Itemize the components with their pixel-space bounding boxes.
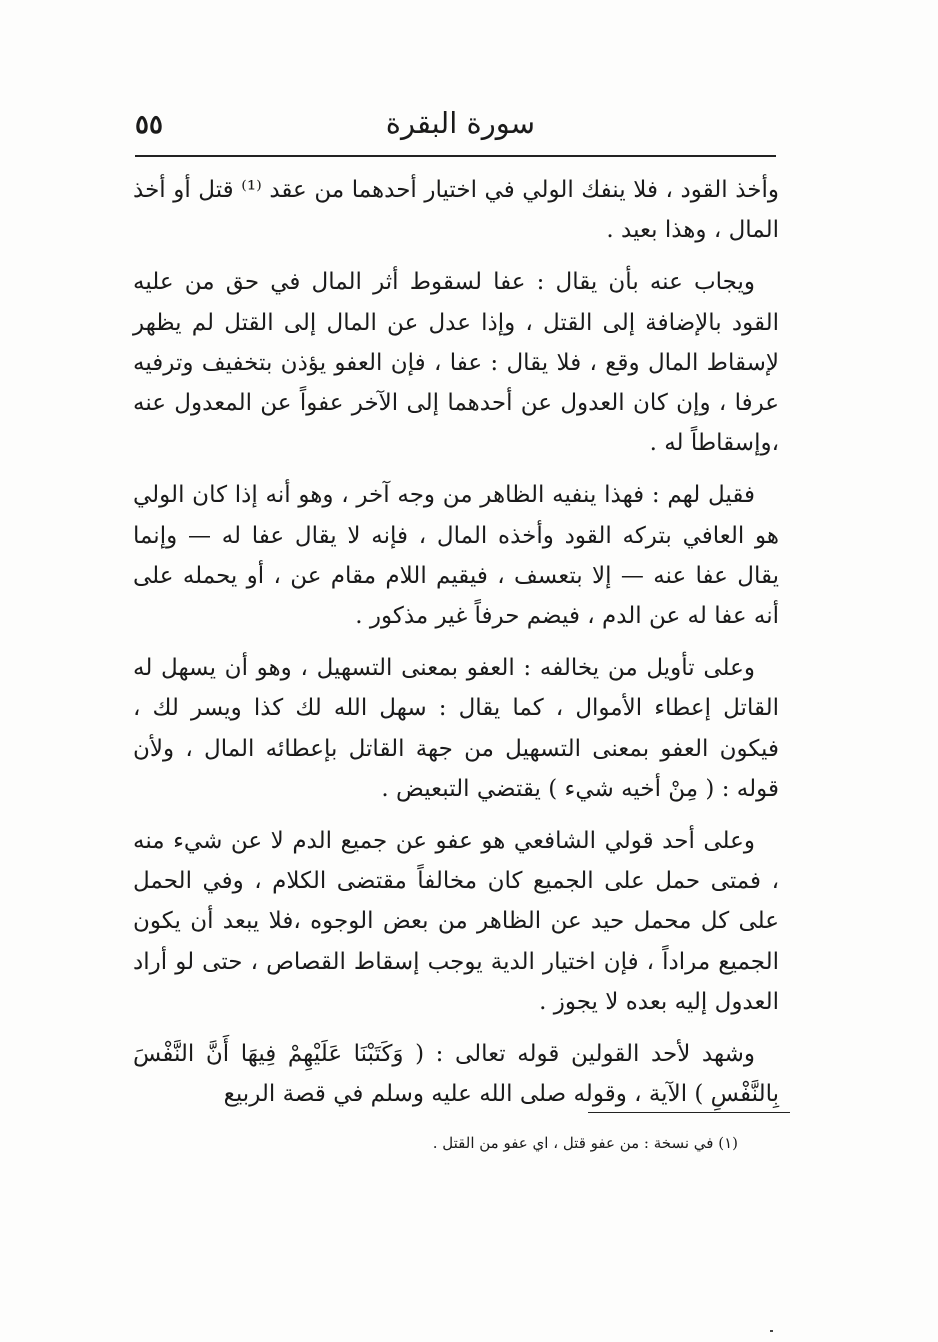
surah-title: سورة البقرة bbox=[385, 106, 535, 140]
paragraph: وعلى أحد قولي الشافعي هو عفو عن جميع الدم لا عن شيء منه ، فمتى حمل على الجميع كان مخالفاً مقتضى الكلام ، وفي الحمل على كل محمل حيد عن الظاهر من بعض الوجوه ،فلا يبعد أن يكون الجميع مراداً ، فإن اختيار الدية يوجب إسقاط القصاص ، حتى لو أراد العدول إليه بعده لا يجوز . bbox=[133, 828, 779, 1015]
body-text bbox=[133, 170, 779, 1126]
paragraph: وأخذ القود ، فلا ينفك الولي في اختيار أحدهما من عقد ⁽¹⁾ قتل أو أخذ المال ، وهذا بعيد . bbox=[133, 177, 779, 244]
paragraph: ويجاب عنه بأن يقال : عفا لسقوط أثر المال في حق من عليه القود بالإضافة إلى القتل ، وإذا عدل عن المال إلى القتل لم يظهر لإسقاط المال وقع ، فلا يقال : عفا ، فإن العفو يؤذن بتخفيف وترفيه عرفا ، وإن كان العدول عن أحدهما إلى الآخر عفواً عن المعدول عنه ،وإسقاطاً له . bbox=[133, 269, 779, 457]
header-divider bbox=[135, 155, 776, 157]
page-number: ٥٥ bbox=[135, 110, 163, 140]
paragraph: فقيل لهم : فهذا ينفيه الظاهر من وجه آخر ، وهو أنه إذا كان الولي هو العافي بتركه القود وأخذه المال ، فإنه لا يقال عفا له — وإنما يقال عفا عنه — إلا بتعسف ، فيقيم اللام مقام عن ، أو يحمله على أنه عفا له عن الدم ، فيضم حرفاً غير مذكور . bbox=[133, 482, 779, 630]
paragraph: وشهد لأحد القولين قوله تعالى : ( وَكَتَبْنَا عَلَيْهِمْ فِيهَا أَنَّ النَّفْسَ بِالنَّفْسِ ) الآية ، وقوله صلى الله عليه وسلم في قصة الربيع bbox=[133, 1041, 779, 1108]
footnote-divider bbox=[588, 1112, 790, 1113]
page-header bbox=[135, 92, 775, 152]
paragraph: وعلى تأويل من يخالفه : العفو بمعنى التسهيل ، وهو أن يسهل له القاتل إعطاء الأموال ، كما يقال : سهل الله لك كذا ويسر لك ، فيكون العفو بمعنى التسهيل من جهة القاتل بإعطائه المال ، ولأن قوله : ( مِنْ أخيه شيء ) يقتضي التبعيض . bbox=[133, 655, 779, 802]
scan-speck bbox=[770, 1330, 773, 1332]
footnote: (١) في نسخة : من عفو قتل ، اي عفو من القتل . bbox=[432, 1134, 738, 1152]
